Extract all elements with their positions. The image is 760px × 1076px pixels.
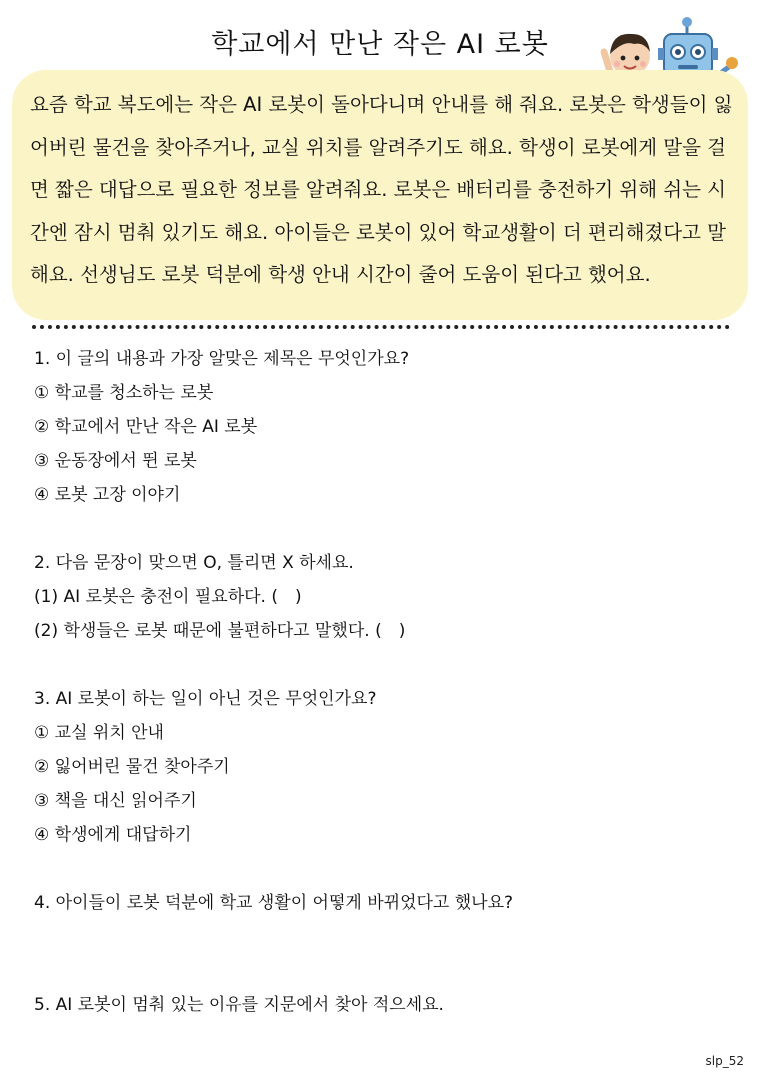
- question-1-option-3[interactable]: ③ 운동장에서 뛴 로봇: [34, 451, 197, 471]
- question-2: 2. 다음 문장이 맞으면 O, 틀리면 X 하세요.: [34, 553, 354, 573]
- question-3: 3. AI 로봇이 하는 일이 아닌 것은 무엇인가요?: [34, 689, 377, 709]
- question-4: 4. 아이들이 로봇 덕분에 학교 생활이 어떻게 바뀌었다고 했나요?: [34, 893, 514, 913]
- question-3-option-3[interactable]: ③ 책을 대신 읽어주기: [34, 791, 197, 811]
- page-title: 학교에서 만난 작은 AI 로봇: [211, 29, 549, 60]
- question-1: 1. 이 글의 내용과 가장 알맞은 제목은 무엇인가요?: [34, 349, 410, 369]
- question-3-option-2[interactable]: ② 잃어버린 물건 찾아주기: [34, 757, 230, 777]
- reading-passage: 요즘 학교 복도에는 작은 AI 로봇이 돌아다니며 안내를 해 줘요. 로봇은 학생들이 잃어버린 물건을 찾아주거나, 교실 위치를 알려주기도 해요. 학생이 로봇에게 말을 걸면 짧은 대답으로 필요한 정보를 알려줘요. 로봇은 배터리를 충전하기 위해 쉬는 시간엔 잠시 멈춰 있기도 해요. 아이들은 로봇이 있어 학교생활이 더 편리해졌다고 말해요. 선생님도 로봇 덕분에 학생 안내 시간이 줄어 도움이 된다고 했어요.: [12, 70, 748, 320]
- question-2-item-2[interactable]: (2) 학생들은 로봇 때문에 불편하다고 말했다. ( ): [34, 621, 406, 641]
- spacer: [34, 648, 734, 682]
- question-4-answer-space[interactable]: [34, 920, 734, 988]
- question-3-option-1[interactable]: ① 교실 위치 안내: [34, 723, 164, 743]
- question-3-option-4[interactable]: ④ 학생에게 대답하기: [34, 825, 192, 845]
- question-1-option-2[interactable]: ② 학교에서 만난 작은 AI 로봇: [34, 417, 258, 437]
- page-code: slp_52: [705, 1054, 744, 1068]
- question-1-option-4[interactable]: ④ 로봇 고장 이야기: [34, 485, 181, 505]
- question-1-option-1[interactable]: ① 학교를 청소하는 로봇: [34, 383, 214, 403]
- question-2-item-1[interactable]: (1) AI 로봇은 충전이 필요하다. ( ): [34, 587, 302, 607]
- spacer: [34, 852, 734, 886]
- question-list: [34, 342, 734, 1022]
- spacer: [34, 512, 734, 546]
- question-5: 5. AI 로봇이 멈춰 있는 이유를 지문에서 찾아 적으세요.: [34, 995, 444, 1015]
- dotted-divider: [32, 325, 730, 329]
